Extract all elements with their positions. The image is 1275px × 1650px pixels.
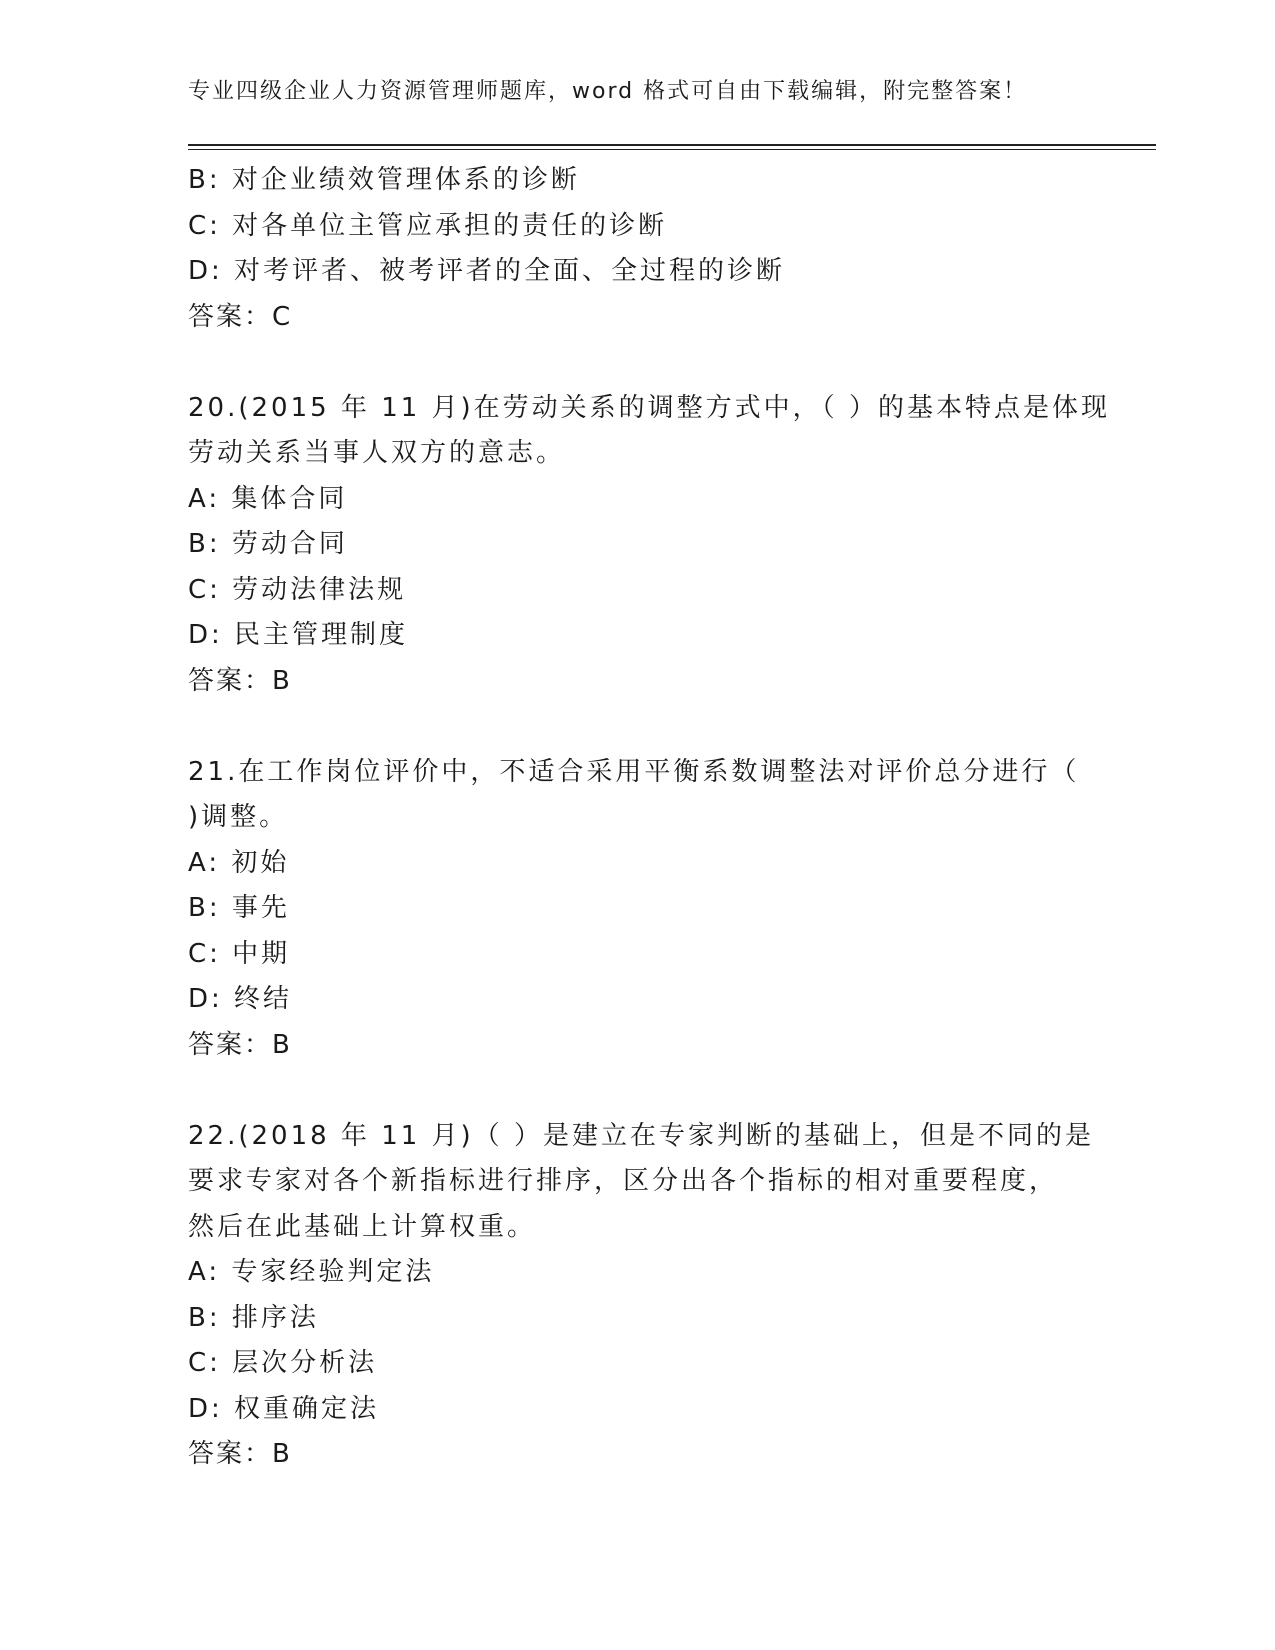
answer-line: 答案：C — [188, 301, 293, 332]
question-stem: 要求专家对各个新指标进行排序，区分出各个指标的相对重要程度， — [188, 1166, 1059, 1196]
question-content — [188, 158, 1110, 1478]
question-block-21 — [188, 750, 1088, 1069]
question-stem: 21.在工作岗位评价中，不适合采用平衡系数调整法对评价总分进行（ — [188, 756, 1080, 787]
option-a: A: 集体合同 — [188, 483, 348, 514]
question-stem: 然后在此基础上计算权重。 — [188, 1211, 537, 1242]
option-d: D: 民主管理制度 — [188, 620, 409, 650]
header-rule-thick — [188, 144, 1156, 146]
option-c: C: 对各单位主管应承担的责任的诊断 — [188, 210, 668, 241]
header-rule-thin — [188, 149, 1156, 150]
option-b: B: 劳动合同 — [188, 529, 348, 559]
option-c: C: 层次分析法 — [188, 1348, 378, 1378]
option-d: D: 权重确定法 — [188, 1393, 380, 1424]
question-block-22 — [188, 1114, 1094, 1478]
option-b: B: 排序法 — [188, 1302, 319, 1333]
question-stem: )调整。 — [188, 802, 289, 832]
answer-line: 答案：B — [188, 1029, 292, 1060]
page-header: 专业四级企业人力资源管理师题库，word 格式可自由下载编辑，附完整答案！ — [188, 79, 1028, 104]
spacer — [188, 340, 1088, 386]
spacer — [188, 1068, 1088, 1114]
answer-line: 答案：B — [188, 665, 292, 696]
option-d: D: 终结 — [188, 984, 293, 1014]
option-a: A: 初始 — [188, 847, 290, 878]
option-b: B: 对企业绩效管理体系的诊断 — [188, 165, 580, 195]
question-block-20 — [188, 386, 1110, 705]
continued-question-block — [188, 158, 1088, 340]
option-b: B: 事先 — [188, 893, 290, 923]
option-d: D: 对考评者、被考评者的全面、全过程的诊断 — [188, 256, 786, 286]
question-stem: 20.(2015 年 11 月)在劳动关系的调整方式中，（ ）的基本特点是体现 — [188, 392, 1110, 423]
option-c: C: 劳动法律法规 — [188, 574, 407, 605]
spacer — [188, 704, 1088, 750]
question-stem: 劳动关系当事人双方的意志。 — [188, 438, 566, 468]
question-stem: 22.(2018 年 11 月)（ ）是建立在专家判断的基础上，但是不同的是 — [188, 1120, 1094, 1151]
answer-line: 答案：B — [188, 1439, 292, 1469]
option-a: A: 专家经验判定法 — [188, 1257, 435, 1287]
option-c: C: 中期 — [188, 938, 291, 969]
